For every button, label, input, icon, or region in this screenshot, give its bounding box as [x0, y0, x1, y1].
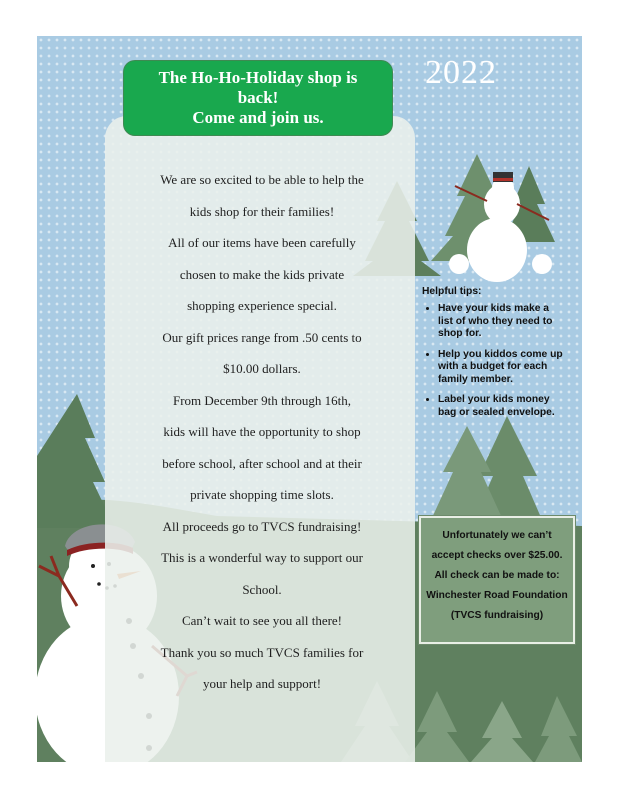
title-line-2: back!: [237, 88, 279, 107]
body-line: Our gift prices range from .50 cents to: [162, 329, 362, 345]
title-line-3: Come and join us.: [192, 108, 324, 127]
tip-item: • Label your kids money bag or sealed envelope.: [438, 394, 564, 419]
body-line: kids shop for their families!: [189, 203, 335, 219]
body-line: before school, after school and at their: [162, 455, 362, 471]
body-line: School.: [242, 581, 282, 597]
body-line: shopping experience special.: [187, 298, 337, 313]
body-line: From December 9th through 16th,: [173, 392, 351, 408]
notice-line: Unfortunately we can’t: [442, 530, 552, 541]
tip-item: • Help you kiddos come up with a budget for each family member.: [438, 349, 564, 387]
body-line: $10.00 dollars.: [223, 361, 301, 376]
body-text: [121, 164, 403, 700]
notice-line: accept checks over $25.00.: [431, 550, 563, 561]
notice-line: Winchester Road Foundation: [426, 590, 568, 601]
notice-line: All check can be made to:: [434, 570, 560, 581]
body-line: This is a wonderful way to support our: [161, 550, 363, 565]
tips-title: Helpful tips:: [422, 286, 482, 297]
body-line: private shopping time slots.: [190, 487, 334, 502]
body-line: All of our items have been carefully: [168, 235, 356, 250]
body-line: All proceeds go to TVCS fundraising!: [162, 518, 362, 534]
body-line: kids will have the opportunity to shop: [163, 424, 361, 439]
body-line: Can’t wait to see you all there!: [181, 613, 343, 628]
body-line: your help and support!: [202, 676, 322, 691]
tip-item: • Have your kids make a list of who they need to shop for.: [438, 303, 564, 341]
year-label: 2022: [425, 54, 497, 91]
flyer: [37, 36, 582, 762]
body-line: We are so excited to be able to help the: [160, 172, 364, 187]
tips-list: [420, 303, 564, 419]
body-line: chosen to make the kids private: [179, 266, 345, 282]
notice-line: (TVCS fundraising): [450, 610, 544, 621]
title-banner: [123, 60, 393, 136]
tree-left: [37, 394, 115, 528]
helpful-tips: [420, 286, 564, 427]
title-line-1: The Ho-Ho-Holiday shop is: [158, 68, 358, 87]
body-line: Thank you so much TVCS families for: [160, 644, 364, 660]
check-notice: [419, 516, 575, 644]
snowman-small-body: [467, 218, 527, 282]
